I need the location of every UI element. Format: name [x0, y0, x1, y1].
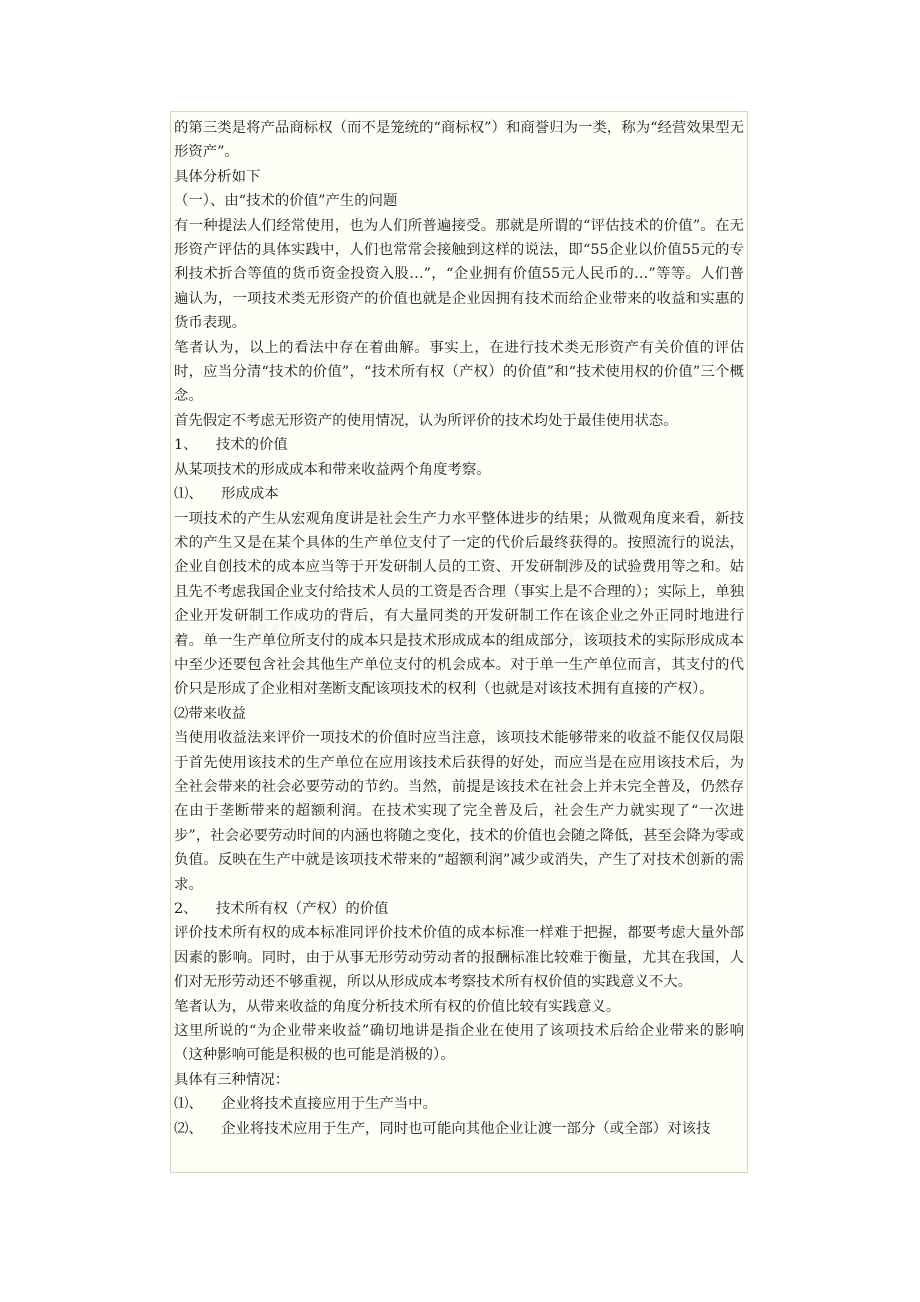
heading-ownership-value: 2、 技术所有权（产权）的价值	[174, 901, 389, 917]
paragraph-analysis-intro: 具体分析如下	[174, 168, 261, 185]
list-item-case-two: ⑵、 企业将技术应用于生产，同时也可能向其他企业让渡一部分（或全部）对该技	[174, 1120, 711, 1137]
subheading-formation-cost: ⑴、 形成成本	[174, 486, 279, 503]
paragraph-two-angles: 从某项技术的形成成本和带来收益两个角度考察。	[174, 461, 491, 478]
list-item-case-one: ⑴、 企业将技术直接应用于生产当中。	[174, 1096, 437, 1113]
paragraph-classification-third-type: 的第三类是将产品商标权（而不是笼统的“商标权”）和商誉归为一类，称为“经营效果型无形资产”。	[174, 120, 744, 161]
paragraph-income-definition: 这里所说的“为企业带来收益”确切地讲是指企业在使用了该项技术后给企业带来的影响（这种影响可能是积极的也可能是消极的）。	[174, 1023, 744, 1064]
paragraph-formation-cost: 一项技术的产生从宏观角度讲是社会生产力水平整体进步的结果；从微观角度来看，新技术的产生又是在某个具体的生产单位支付了一定的代价后最终获得的。按照流行的说法，企业自创技术的成本应当等于开发研制人员的工资、开发研制涉及的试验费用等之和。姑且先不考虑我国企业支付给技术人员的工资是否合理（事实上是不合理的）；实际上，单独企业开发研制工作成功的背后，有大量同类的开发研制工作在该企业之外正同时地进行着。单一生产单位所支付的成本只是技术形成成本的组成部分，该项技术的实际形成成本中至少还要包含社会其他生产单位支付的机会成本。对于单一生产单位而言，其支付的代价只是形成了企业相对垄断支配该项技术的权利（也就是对该技术拥有直接的产权）。	[174, 510, 744, 698]
paragraph-author-view: 笔者认为，以上的看法中存在着曲解。事实上，在进行技术类无形资产有关价值的评估时，应当分清“技术的价值”，“技术所有权（产权）的价值”和“技术使用权的价值”三个概念。	[174, 339, 744, 405]
heading-technology-value: 1、 技术的价值	[174, 437, 288, 454]
paragraph-ownership-income-view: 笔者认为，从带来收益的角度分析技术所有权的价值比较有实践意义。	[174, 998, 621, 1015]
paragraph-three-cases: 具体有三种情况：	[174, 1071, 290, 1088]
document-body	[170, 111, 748, 1173]
section-heading-one: （一）、由“技术的价值”产生的问题	[174, 193, 398, 210]
paragraph-assumption: 首先假定不考虑无形资产的使用情况，认为所评价的技术均处于最佳使用状态。	[174, 412, 678, 429]
subheading-income: ⑵带来收益	[174, 705, 246, 722]
paragraph-ownership-cost: 评价技术所有权的成本标准同评价技术价值的成本标准一样难于把握，都要考虑大量外部因素的影响。同时，由于从事无形劳动劳动者的报酬标准比较难于衡量，尤其在我国，人们对无形劳动还不够重视，所以从形成成本考察技术所有权价值的实践意义不大。	[174, 925, 744, 991]
paragraph-income: 当使用收益法来评价一项技术的价值时应当注意，该项技术能够带来的收益不能仅仅局限于首先使用该技术的生产单位在应用该技术后获得的好处，而应当是在应用该技术后，为全社会带来的社会必要劳动的节约。当然，前提是该技术在社会上并未完全普及，仍然存在由于垄断带来的超额利润。在技术实现了完全普及后，社会生产力就实现了“一次进步”，社会必要劳动时间的内涵也将随之变化，技术的价值也会随之降低，甚至会降为零或负值。反映在生产中就是该项技术带来的“超额利润”减少或消失，产生了对技术创新的需求。	[174, 730, 744, 893]
paragraph-common-notion: 有一种提法人们经常使用，也为人们所普遍接受。那就是所谓的“评估技术的价值”。在无形资产评估的具体实践中，人们也常常会接触到这样的说法，即“55企业以价值55元的专利技术折合等值的货币资金投资入股…”，“企业拥有价值55元人民币的…”等等。人们普遍认为，一项技术类无形资产的价值也就是企业因拥有技术而给企业带来的收益和实惠的货币表现。	[174, 217, 744, 332]
